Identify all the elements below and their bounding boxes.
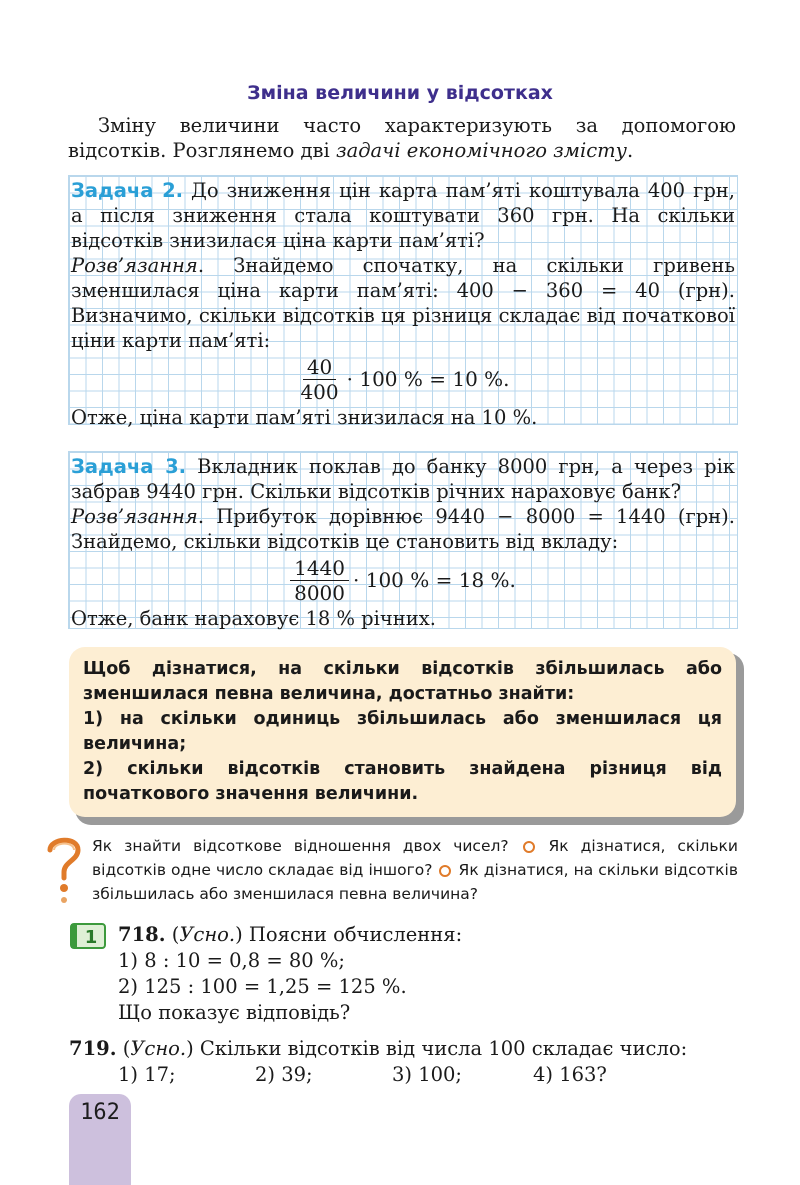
ex719-option-1: 1) 17; [118,1063,176,1086]
task2-label: Задача 2. [71,179,184,202]
task3-denominator: 8000 [294,580,345,605]
task2-formula-rest: · 100 % = 10 %. [346,366,510,391]
rule-line-2: 1) на скільки одиниць збільшилась або зменшилася ця величина; [83,709,722,754]
task2-formula [71,353,735,405]
task3-condition [71,454,735,504]
task3-solution-text: . Прибуток дорівнює 9440 − 8000 = 1440 (грн). Знайдемо, скільки відсотків це становить від вкладу: [71,505,735,553]
intro-italic: задачі економічного змісту [335,139,627,162]
level-number: 1 [84,927,98,948]
question-2: Як дізнатися, скільки відсотків одне число складає від іншого? [92,837,738,879]
ex719-paren-open: ( [116,1037,131,1060]
task3-conclusion: Отже, банк нараховує 18 % річних. [71,607,436,630]
ex719-number: 719. [69,1037,117,1060]
task2-box [68,175,738,429]
task3-solution-label: Розв’язання [71,505,198,528]
bullet-circle-icon [439,865,451,877]
ex719-answers [69,1062,738,1088]
task3-fraction [290,556,349,605]
ex718-line-1: 1) 8 : 10 = 0,8 = 80 %; [118,949,345,972]
question-mark-icon [44,832,84,912]
exercise-719 [69,1036,738,1088]
page-tab [69,1094,131,1185]
ex718-number: 718. [118,923,166,946]
review-questions [92,834,738,906]
ex719-paren-close: ) [186,1037,194,1060]
rule-line-1: Щоб дізнатися, на скільки відсотків збільшилась або зменшилася певна величина, достатньо знайти: [83,659,722,704]
task2-condition-text: До зниження цін карта пам’яті коштувала 400 грн, а після зниження стала коштувати 360 грн. На скільки відсотків знизилася ціна карти пам’яті? [71,179,735,252]
exercise-718 [118,922,738,1026]
ex718-paren-close: ) [235,923,243,946]
task2-denominator: 400 [300,379,339,404]
task2-numerator: 40 [303,355,336,380]
ex719-option-2: 2) 39; [255,1063,313,1086]
section-title: Зміна величини у відсотках [247,82,553,104]
ex719-header [69,1036,738,1062]
level-1-badge [70,923,108,949]
task2-solution [71,253,735,353]
task2-solution-label: Розв’язання [71,254,198,277]
rule-box [69,647,736,817]
task3-formula-rest: · 100 % = 18 %. [353,567,516,592]
page-number: 162 [80,1100,120,1125]
ex718-paren-open: ( [165,923,180,946]
ex718-header [118,922,738,948]
intro-paragraph [68,113,736,163]
ex718-task: Поясни обчислення: [242,923,463,946]
ex719-oral: Усно. [130,1037,187,1060]
ex719-option-3: 3) 100; [392,1063,463,1086]
task3-solution [71,504,735,554]
rule-callout [69,647,736,817]
rule-line-3: 2) скільки відсотків становить знайдена різниця від початкового значення величини. [83,759,722,804]
bullet-circle-icon [523,841,535,853]
task2-fraction [296,355,342,404]
ex718-oral: Усно. [179,923,236,946]
task2-solution-text: . Знайдемо спочатку, на скільки гривень зменшилася ціна карти пам’яті: 400 − 360 = 40 (грн). Визначимо, скільки відсотків ця різниця складає від початкової ціни карти пам’яті: [71,254,735,352]
task3-box [68,451,738,629]
question-1: Як знайти відсоткове відношення двох чисел? [92,837,509,855]
intro-end: . [626,139,634,162]
task3-formula [71,554,735,606]
intro-text: Зміну величини часто характеризують за допомогою відсотків. Розглянемо дві [68,114,736,162]
question-3: Як дізнатися, на скільки відсотків збільшилась або зменшилася певна величина? [92,861,738,903]
ex719-task: Скільки відсотків від числа 100 складає число: [193,1037,688,1060]
ex718-line-3: Що показує відповідь? [118,1001,351,1024]
task3-label: Задача 3. [71,455,187,478]
task2-conclusion: Отже, ціна карти пам’яті знизилася на 10 %. [71,406,538,429]
task3-numerator: 1440 [290,556,349,581]
task3-condition-text: Вкладник поклав до банку 8000 грн, а через рік забрав 9440 грн. Скільки відсотків річних нараховує банк? [71,455,735,503]
ex719-option-4: 4) 163? [533,1063,607,1086]
task2-condition [71,178,735,253]
ex718-line-2: 2) 125 : 100 = 1,25 = 125 %. [118,975,407,998]
